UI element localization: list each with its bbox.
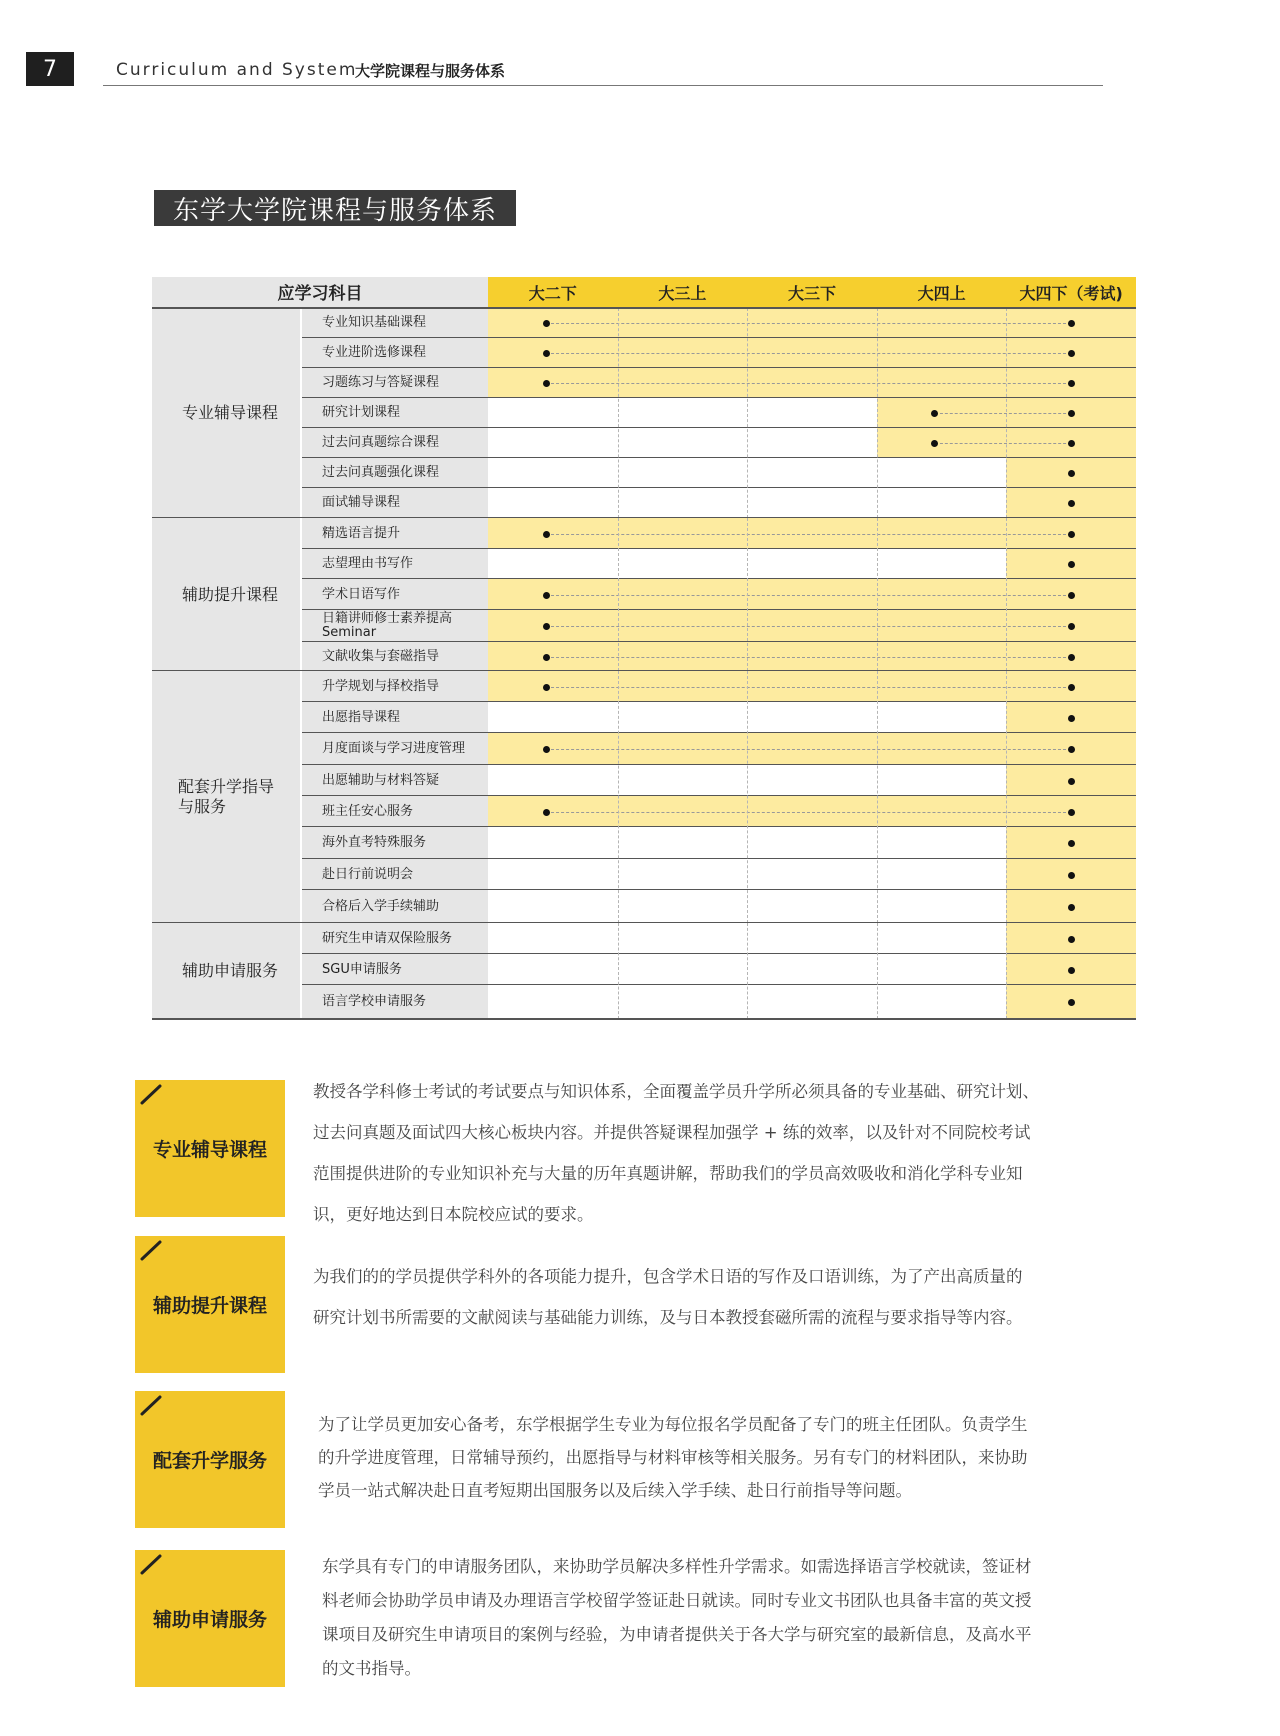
table-cell [488,488,618,518]
description-line: 识，更好地达到日本院校应试的要求。 [313,1205,594,1224]
end-dot [1068,531,1075,538]
column-divider [1006,308,1007,518]
column-divider [618,923,619,1019]
table-cell [488,398,618,428]
header-separator [152,307,1136,309]
table-cell [877,859,1007,890]
table-cell [618,827,748,859]
table-cell [488,859,618,890]
table-cell [488,458,618,488]
timeline-dash [935,443,1071,444]
table-cell [747,428,877,458]
table-cell [618,488,748,518]
table-cell [488,890,618,923]
start-dot [543,380,550,387]
column-divider [877,923,878,1019]
description-line: 范围提供进阶的专业知识补充与大量的历年真题讲解，帮助我们的学员高效吸收和消化学科专业知 [313,1164,1023,1183]
timeline-dash [546,534,1071,535]
end-dot [1068,840,1075,847]
end-dot [1068,470,1075,477]
description-line: 的文书指导。 [322,1659,421,1678]
table-row-label: 赴日行前说明会 [302,859,488,890]
table-cell [747,954,877,985]
table-row-label: 精选语言提升 [302,518,488,549]
timeline-dash [546,626,1071,627]
table-cell [618,549,748,579]
table-row-label: 升学规划与择校指导 [302,671,488,702]
table-cell [618,859,748,890]
column-divider [747,518,748,671]
category-separator [152,1018,1136,1020]
end-dot [1068,440,1075,447]
section-tag-label: 专业辅导课程 [152,1139,267,1161]
main-title: 东学大学院课程与服务体系 [154,190,516,226]
start-dot [543,654,550,661]
table-cell [877,549,1007,579]
column-divider [877,518,878,671]
description-line: 教授各学科修士考试的考试要点与知识体系，全面覆盖学员升学所必须具备的专业基础、研究计划、 [313,1082,1039,1101]
end-dot [1068,592,1075,599]
section-tag [135,1391,285,1528]
table-row-label: 文献收集与套磁指导 [302,642,488,671]
page-number: 7 [26,52,74,86]
start-dot [543,592,550,599]
pencil-stroke-icon [139,1082,163,1106]
table-cell [877,702,1007,733]
end-dot [1068,500,1075,507]
table-cell [618,398,748,428]
end-dot [1068,809,1075,816]
column-divider [618,518,619,671]
end-dot [1068,936,1075,943]
section-tag [135,1550,285,1687]
description-line: 料老师会协助学员申请及办理语言学校留学签证赴日就读。同时专业文书团队也具备丰富的英文授 [322,1591,1032,1610]
table-cell [488,985,618,1019]
section-description [313,1071,1039,1235]
table-cell [747,549,877,579]
description-line: 的升学进度管理，日常辅导预约，出愿指导与材料审核等相关服务。另有专门的材料团队，来协助 [318,1448,1028,1467]
timeline-dash [546,687,1071,688]
end-dot [1068,410,1075,417]
table-cell [747,923,877,954]
end-dot [1068,380,1075,387]
table-row-label: 志望理由书写作 [302,549,488,579]
table-cell [747,765,877,796]
start-dot [543,531,550,538]
timeline-dash [546,323,1071,324]
description-line: 学员一站式解决赴日直考短期出国服务以及后续入学手续、赴日行前指导等问题。 [318,1481,912,1500]
table-cell [618,428,748,458]
table-row-label: 语言学校申请服务 [302,985,488,1019]
start-dot [543,809,550,816]
table-row-label: 月度面谈与学习进度管理 [302,733,488,765]
timeline-dash [546,749,1071,750]
start-dot [543,320,550,327]
table-row-label: 过去问真题综合课程 [302,428,488,458]
start-dot [543,350,550,357]
table-cell [747,398,877,428]
description-line: 东学具有专门的申请服务团队，来协助学员解决多样性升学需求。如需选择语言学校就读，签证材 [322,1557,1032,1576]
column-divider [747,923,748,1019]
table-row-label: 合格后入学手续辅助 [302,890,488,923]
timeline-dash [546,812,1071,813]
column-divider [877,671,878,923]
header-rule [103,85,1103,86]
description-line: 研究计划书所需要的文献阅读与基础能力训练，及与日本教授套磁所需的流程与要求指导等内容。 [313,1308,1023,1327]
table-cell [877,488,1007,518]
table-row-label: 出愿辅助与材料答疑 [302,765,488,796]
end-dot [1068,654,1075,661]
table-row-label: 班主任安心服务 [302,796,488,827]
semester-header: 大二下 [528,284,577,303]
table-row-label: 专业知识基础课程 [302,308,488,338]
table-row-label: 习题练习与答疑课程 [302,368,488,398]
column-divider [1006,518,1007,671]
curriculum-table [152,277,1136,1019]
table-cell [877,890,1007,923]
table-row-label: 日籍讲师修士素养提高Seminar [302,610,488,642]
table-cell [488,428,618,458]
end-dot [1068,904,1075,911]
table-cell [877,954,1007,985]
section-tag-label: 配套升学服务 [152,1450,267,1472]
end-dot [1068,746,1075,753]
description-line: 为了让学员更加安心备考，东学根据学生专业为每位报名学员配备了专门的班主任团队。负责学生 [318,1415,1028,1434]
table-cell [747,488,877,518]
end-dot [1068,350,1075,357]
end-dot [1068,999,1075,1006]
table-cell [488,702,618,733]
semester-header: 大四下（考试) [1019,284,1123,303]
pencil-stroke-icon [139,1393,163,1417]
table-row-label: 研究生申请双保险服务 [302,923,488,954]
category-label: 专业辅导课程 [152,308,300,518]
end-dot [1068,561,1075,568]
section-description [318,1408,1028,1507]
timeline-dash [546,383,1071,384]
timeline-dash [546,353,1071,354]
start-dot [543,746,550,753]
category-label: 配套升学指导与服务 [152,671,300,923]
section-tag-label: 辅助申请服务 [152,1609,267,1631]
section-tag-label: 辅助提升课程 [152,1295,267,1317]
table-cell [488,549,618,579]
table-row-label: 研究计划课程 [302,398,488,428]
table-cell [747,859,877,890]
start-dot [543,684,550,691]
end-dot [1068,623,1075,630]
section-tag [135,1236,285,1373]
table-row-label: SGU申请服务 [302,954,488,985]
category-label: 辅助提升课程 [152,518,300,671]
end-dot [1068,872,1075,879]
table-row-label: 海外直考特殊服务 [302,827,488,859]
column-divider [747,308,748,518]
table-cell [618,923,748,954]
table-cell [488,765,618,796]
header-title-cn: 大学院课程与服务体系 [355,62,506,80]
table-cell [618,890,748,923]
end-dot [1068,778,1075,785]
pencil-stroke-icon [139,1238,163,1262]
table-cell [877,923,1007,954]
table-cell [877,458,1007,488]
timeline-dash [546,595,1071,596]
header-title-en: Curriculum and System [116,60,358,80]
column-divider [1006,671,1007,923]
section-description [313,1256,1023,1338]
table-cell [877,765,1007,796]
description-line: 为我们的的学员提供学科外的各项能力提升，包含学术日语的写作及口语训练，为了产出高质量的 [313,1267,1023,1286]
end-dot [1068,967,1075,974]
column-divider [747,671,748,923]
table-cell [618,702,748,733]
column-divider [1006,923,1007,1019]
semester-header: 大三下 [787,284,836,303]
table-cell [747,458,877,488]
category-label: 辅助申请服务 [152,923,300,1019]
description-line: 课项目及研究生申请项目的案例与经验，为申请者提供关于各大学与研究室的最新信息，及高水平 [322,1625,1032,1644]
table-cell [747,702,877,733]
pencil-stroke-icon [139,1552,163,1576]
semester-header: 大四上 [917,284,966,303]
table-cell [488,827,618,859]
table-row-label: 专业进阶选修课程 [302,338,488,368]
table-cell [877,827,1007,859]
semester-header: 大三上 [658,284,707,303]
table-cell [618,458,748,488]
table-row-label: 面试辅导课程 [302,488,488,518]
end-dot [1068,715,1075,722]
table-cell [877,985,1007,1019]
table-cell [488,954,618,985]
start-dot [543,623,550,630]
column-divider [618,671,619,923]
table-row-label: 学术日语写作 [302,579,488,610]
table-cell [618,985,748,1019]
end-dot [1068,684,1075,691]
table-cell [747,985,877,1019]
column-divider [618,308,619,518]
table-row-label: 过去问真题强化课程 [302,458,488,488]
column-divider [877,308,878,518]
description-line: 过去问真题及面试四大核心板块内容。并提供答疑课程加强学 + 练的效率，以及针对不同院校考试 [313,1123,1031,1142]
table-cell [747,890,877,923]
table-row-label: 出愿指导课程 [302,702,488,733]
section-description [322,1550,1032,1686]
table-cell [747,827,877,859]
end-dot [1068,320,1075,327]
table-cell [488,923,618,954]
timeline-dash [935,413,1071,414]
section-tag [135,1080,285,1217]
subject-header: 应学习科目 [152,277,488,308]
table-cell [618,765,748,796]
timeline-dash [546,657,1071,658]
table-cell [618,954,748,985]
